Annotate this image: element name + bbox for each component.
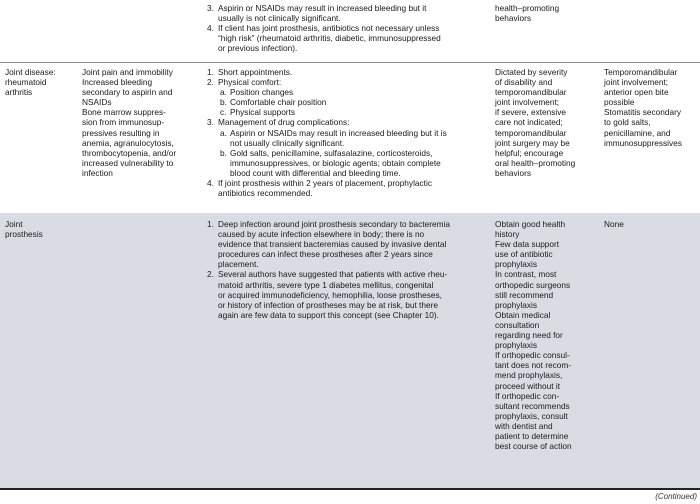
- management-cell: [207, 219, 490, 320]
- table-bottom-rule: [0, 488, 700, 490]
- sub-list-item: a. Aspirin or NSAIDs may result in increased bleeding but it is not usually clinically significant.: [220, 127, 447, 148]
- oral-health-cell: Obtain good health history Few data support use of antibiotic prophylaxis In contrast, most orthopedic surgeons still recommend prophylaxis Obtain medical consultation regarding need for prophylaxis If orthopedic consul- tant does not recom- mend prophylaxis, proceed without it If orthopedic con- sultant recommends prophylaxis, consult with dentist and patient to determine best course of action: [495, 219, 572, 452]
- list-item: 3. Management of drug complications: a. Aspirin or NSAIDs may result in increased bleeding but it is not usually clinically significant. b. Gold salts, penicillamine, sulfasalazine, corticosteroids, immunosuppressives, or biologic agents; obtain complete blood count with differential and bleeding time.: [207, 117, 490, 178]
- condition-cell: Joint prosthesis: [5, 219, 43, 240]
- list-item: 4. If joint prosthesis within 2 years of placement, prophylactic antibiotics recommended.: [207, 178, 432, 199]
- table-row-rheumatoid-arthritis: [0, 62, 700, 213]
- oral-manifestations-cell: None: [604, 219, 624, 229]
- sub-list-item: a. Position changes: [220, 87, 294, 98]
- oral-health-cell: Dictated by severity of disability and temporomandibular joint involvement; if severe, extensive care not indicated; temporomandibular joint surgery may be helpful; encourage oral health–promoting behaviors: [495, 67, 576, 178]
- list-item: 2. Physical comfort: a. Position changes b. Comfortable chair position c. Physical supports: [207, 77, 490, 117]
- sub-list-item: b. Gold salts, penicillamine, sulfasalazine, corticosteroids, immunosuppressives, or biologic agents; obtain complete blood count with differential and bleeding time.: [220, 147, 441, 178]
- risk-cell: Joint pain and immobility Increased bleeding secondary to aspirin and NSAIDs Bone marrow suppres- sion from immunosup- pressives resulting in anemia, agranulocytosis, thrombocytopenia, and/or increased vulnerability to infection: [82, 67, 177, 178]
- oral-manifestations-cell: Temporomandibular joint involvement; anterior open bite possible Stomatitis secondary to gold salts, penicillamine, and immunosuppressives: [604, 67, 682, 148]
- continued-label: (Continued): [655, 492, 697, 501]
- list-item: 1. Deep infection around joint prosthesis secondary to bacteremia caused by acute infection elsewhere in body; there is no evidence that transient bacteremias caused by invasive dental procedures can infect these prostheses after 2 years since placement.: [207, 219, 450, 270]
- table-row-joint-prosthesis: [0, 213, 700, 488]
- list-item: 4. If client has joint prosthesis, antibiotics not necessary unless “high risk” (rheumatoid arthritis, diabetic, immunosuppressed or previous infection).: [207, 23, 441, 54]
- sub-list-item: b. Comfortable chair position: [220, 97, 327, 108]
- sub-list-item: c. Physical supports: [220, 107, 296, 118]
- table-row-continuation: [0, 3, 700, 59]
- management-cell: [207, 3, 490, 53]
- condition-cell: Joint disease: rheumatoid arthritis: [5, 67, 56, 98]
- list-item: 1. Short appointments.: [207, 67, 293, 77]
- list-item: 3. Aspirin or NSAIDs may result in increased bleeding but it usually is not clinically significant.: [207, 3, 427, 24]
- list-item: 2. Several authors have suggested that patients with active rheu- matoid arthritis, severe type 1 diabetes mellitus, congenital or acquired immunodeficiency, hemophilia, loose prostheses, or history of infection of prostheses may be at risk, but there again are few data to support this concept (see Chapter 10).: [207, 269, 448, 320]
- oral-health-cell: health–promoting behaviors: [495, 3, 560, 24]
- management-cell: [207, 67, 490, 198]
